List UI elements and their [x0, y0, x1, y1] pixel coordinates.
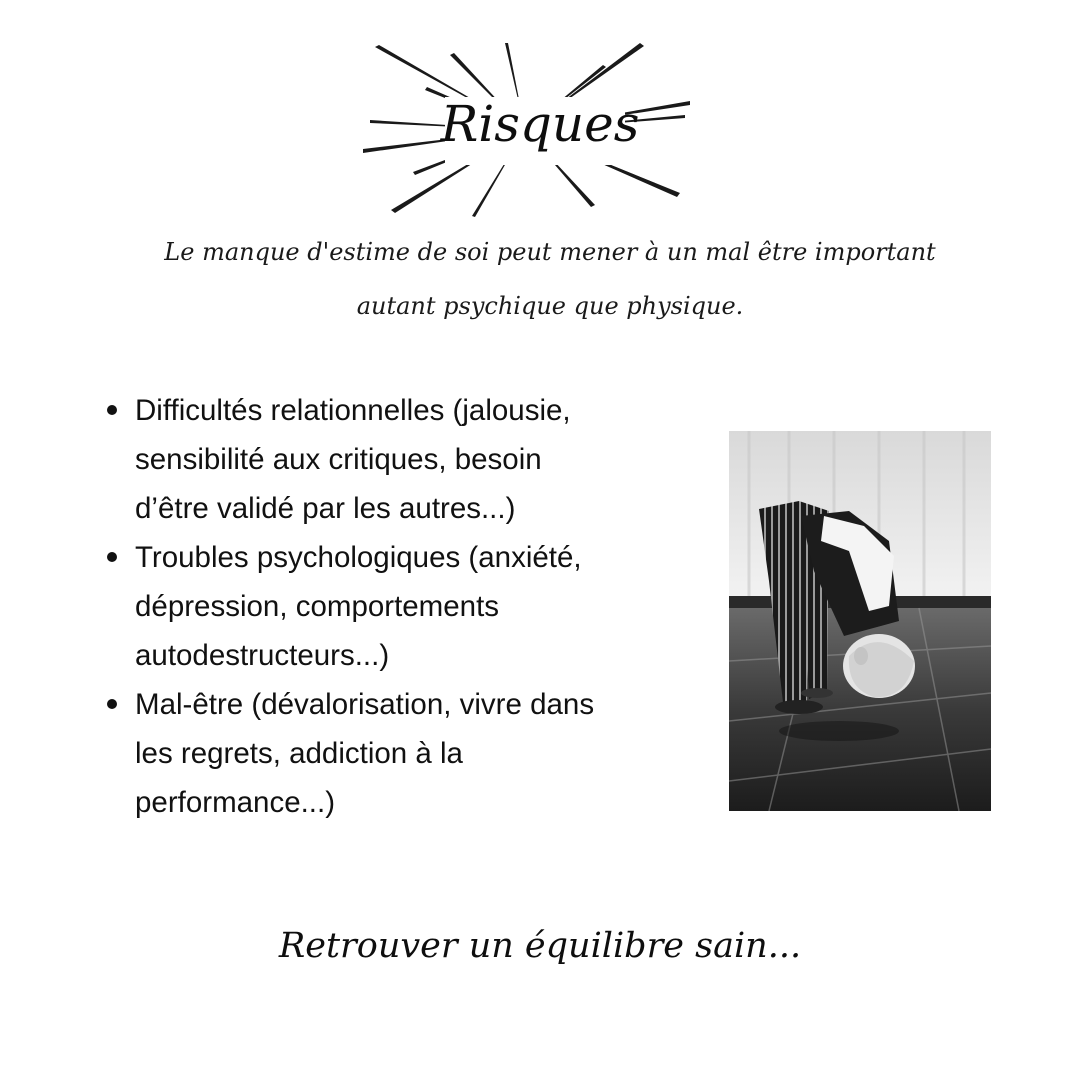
list-item-line: autodestructeurs...): [135, 639, 390, 672]
intro-text: [120, 225, 980, 333]
list-item-line: Mal-être (dévalorisation, vivre dans: [135, 688, 595, 721]
list-item-line: Difficultés relationnelles (jalousie,: [135, 394, 571, 427]
bullet-icon: [107, 552, 117, 562]
bullet-icon: [107, 699, 117, 709]
closing-text: Retrouver un équilibre sain...: [278, 926, 802, 966]
child-photo-image: [729, 431, 991, 811]
list-item: [105, 680, 675, 827]
risk-list: [105, 386, 675, 827]
page-title: Risques: [440, 95, 640, 153]
list-item-line: Troubles psychologiques (anxiété,: [135, 541, 582, 574]
list-item-line: dépression, comportements: [135, 590, 500, 623]
list-item-line: les regrets, addiction à la: [135, 737, 463, 770]
list-item-line: performance...): [135, 786, 336, 819]
intro-line-2: autant psychique que physique.: [356, 292, 744, 320]
list-item: [105, 386, 675, 533]
list-item-line: sensibilité aux critiques, besoin: [135, 443, 542, 476]
list-item: [105, 533, 675, 680]
intro-line-1: Le manque d'estime de soi peut mener à un mal être important: [164, 238, 936, 266]
list-item-line: d’être validé par les autres...): [135, 492, 516, 525]
bullet-icon: [107, 405, 117, 415]
